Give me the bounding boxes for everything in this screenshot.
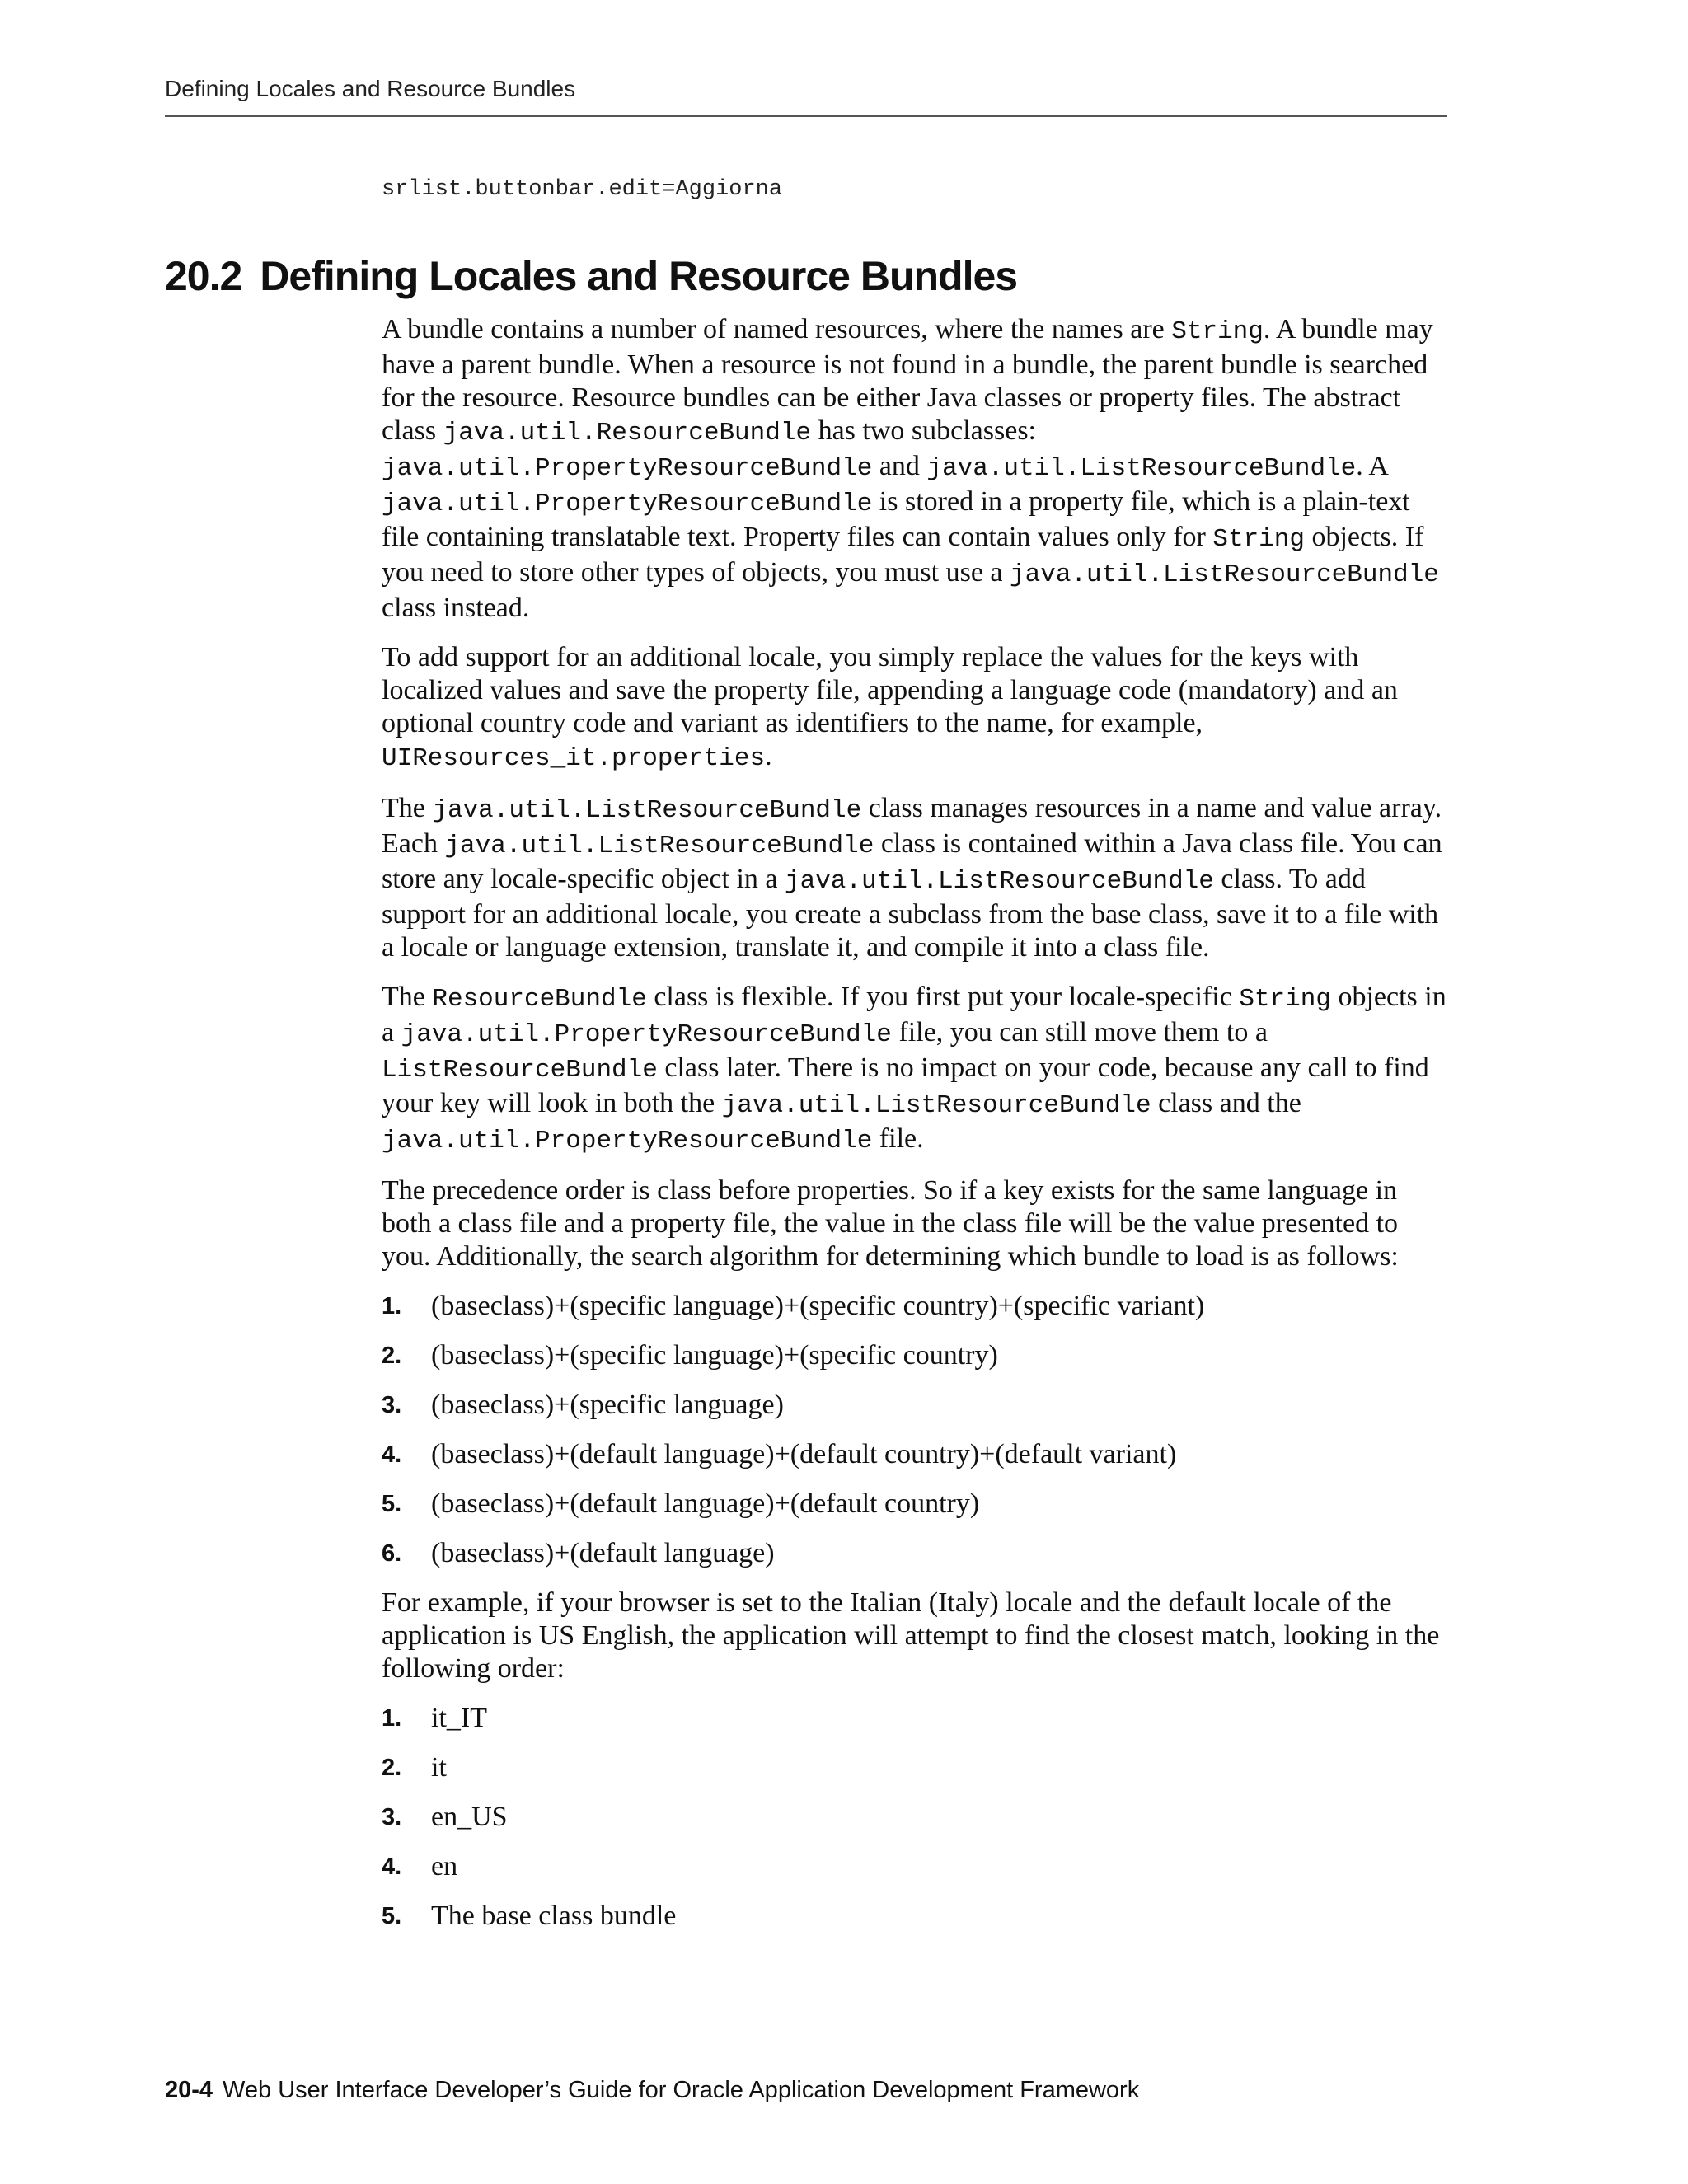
paragraph-6: For example, if your browser is set to the Italian (Italy) locale and the default locale of the application is US English, the application will attempt to find the closest match, looking in the following order: (382, 1587, 1440, 1684)
list-number: 5. (382, 1903, 402, 1929)
code-term: java.util.ListResourceBundle (444, 832, 874, 860)
code-term: java.util.PropertyResourceBundle (382, 1127, 873, 1155)
text-run: class and the (1151, 1088, 1301, 1118)
code-term: java.util.PropertyResourceBundle (401, 1020, 892, 1049)
text-run: class is contained within a Java class file. You can store any locale-specific object in a (382, 828, 1442, 894)
list-number: 2. (382, 1755, 402, 1781)
text-run: objects in a (382, 982, 1447, 1047)
list-number: 1. (382, 1705, 402, 1732)
list-item (382, 1850, 1453, 1883)
code-term: java.util.ListResourceBundle (721, 1091, 1151, 1120)
list-item (382, 1339, 1453, 1372)
list-number: 5. (382, 1491, 402, 1517)
code-term: ResourceBundle (432, 985, 647, 1014)
list-number: 3. (382, 1804, 402, 1830)
page-number: 20-4 (165, 2077, 213, 2103)
list-number: 1. (382, 1293, 402, 1319)
code-term: java.util.ListResourceBundle (926, 454, 1357, 483)
paragraph-3 (382, 792, 1453, 964)
text-run: and (872, 451, 927, 481)
list-text: en (431, 1851, 458, 1882)
code-snippet: srlist.buttonbar.edit=Aggiorna (382, 177, 783, 202)
list-text: it_IT (431, 1703, 487, 1733)
code-term: String (1171, 317, 1264, 346)
text-run: file. (872, 1123, 924, 1154)
code-term: String (1239, 985, 1331, 1014)
code-term: java.util.ResourceBundle (443, 419, 812, 448)
list-number: 6. (382, 1540, 402, 1567)
paragraph-1 (382, 313, 1453, 625)
text-run: To add support for an additional locale, you simply replace the values for the keys with localized values and save the property file, appending a language code (mandatory) and an optional country code and variant as identifiers to the name, for example, (382, 642, 1398, 738)
list-item (382, 1801, 1453, 1834)
list-item (382, 1900, 1453, 1933)
section-number: 20.2 (165, 253, 242, 299)
list-number: 2. (382, 1343, 402, 1369)
text-run: is stored in a property file, which is a plain-text file containing translatable text. Property files can contain values only for (382, 486, 1410, 552)
code-term: java.util.PropertyResourceBundle (382, 454, 873, 483)
text-run: has two subclasses: (811, 415, 1036, 446)
search-order-list (382, 1290, 1453, 1570)
text-run: file, you can still move them to a (891, 1017, 1268, 1047)
list-item (382, 1438, 1453, 1471)
list-text: (baseclass)+(specific language)+(specific country) (431, 1340, 998, 1371)
list-number: 4. (382, 1441, 402, 1468)
text-run: . (765, 741, 772, 771)
paragraph-2 (382, 641, 1453, 776)
list-text: it (431, 1752, 447, 1783)
text-run: The (382, 793, 433, 823)
code-term: java.util.ListResourceBundle (1010, 560, 1439, 589)
text-run: A bundle contains a number of named resources, where the names are (382, 314, 1172, 344)
code-term: java.util.ListResourceBundle (785, 867, 1214, 896)
page-footer (165, 2077, 1139, 2104)
list-text: (baseclass)+(specific language)+(specific country)+(specific variant) (431, 1291, 1205, 1321)
list-item (382, 1488, 1453, 1521)
text-run: class is flexible. If you first put your locale-specific (646, 982, 1240, 1012)
list-item (382, 1389, 1453, 1422)
running-header: Defining Locales and Resource Bundles (165, 76, 576, 101)
header-rule (165, 115, 1447, 117)
list-text: The base class bundle (431, 1900, 677, 1931)
list-item (382, 1702, 1453, 1735)
list-text: (baseclass)+(default language)+(default country) (431, 1488, 980, 1519)
code-term: UIResources_it.properties (382, 744, 766, 773)
example-order-list (382, 1702, 1453, 1933)
text-run: The (382, 982, 433, 1012)
list-item (382, 1290, 1453, 1323)
code-term: java.util.PropertyResourceBundle (382, 490, 873, 518)
list-text: en_US (431, 1802, 508, 1832)
text-run: class manages resources in a name and value array. Each (382, 793, 1442, 859)
code-term: ListResourceBundle (382, 1056, 658, 1085)
text-run: . A bundle may have a parent bundle. When a resource is not found in a bundle, the parent bundle is searched for the resource. Resource bundles can be either Java classes or property files. The abstract class (382, 314, 1433, 446)
list-item (382, 1537, 1453, 1570)
book-title: Web User Interface Developer’s Guide for Oracle Application Development Framework (223, 2077, 1140, 2103)
section-heading (165, 252, 1017, 300)
text-run: . A (1356, 451, 1388, 481)
paragraph-5: The precedence order is class before properties. So if a key exists for the same language in both a class file and a property file, the value in the class file will be the value presented to you. Additionally, the search algorithm for determining which bundle to load is as follows: (382, 1175, 1399, 1272)
list-number: 3. (382, 1392, 402, 1418)
code-term: java.util.ListResourceBundle (432, 796, 862, 825)
code-term: String (1212, 525, 1305, 554)
list-text: (baseclass)+(default language)+(default country)+(default variant) (431, 1439, 1177, 1469)
list-item (382, 1751, 1453, 1784)
list-text: (baseclass)+(specific language) (431, 1390, 784, 1420)
section-body (382, 313, 1453, 1949)
list-text: (baseclass)+(default language) (431, 1538, 775, 1568)
text-run: objects. If you need to store other types of objects, you must use a (382, 522, 1424, 588)
text-run: class instead. (382, 593, 530, 623)
paragraph-4 (382, 981, 1453, 1158)
list-number: 4. (382, 1854, 402, 1880)
text-run: class. To add support for an additional locale, you create a subclass from the base class, save it to a file with a locale or language extension, translate it, and compile it into a class file. (382, 864, 1439, 963)
section-title: Defining Locales and Resource Bundles (260, 253, 1018, 299)
text-run: class later. There is no impact on your code, because any call to find your key will look in both the (382, 1052, 1429, 1118)
